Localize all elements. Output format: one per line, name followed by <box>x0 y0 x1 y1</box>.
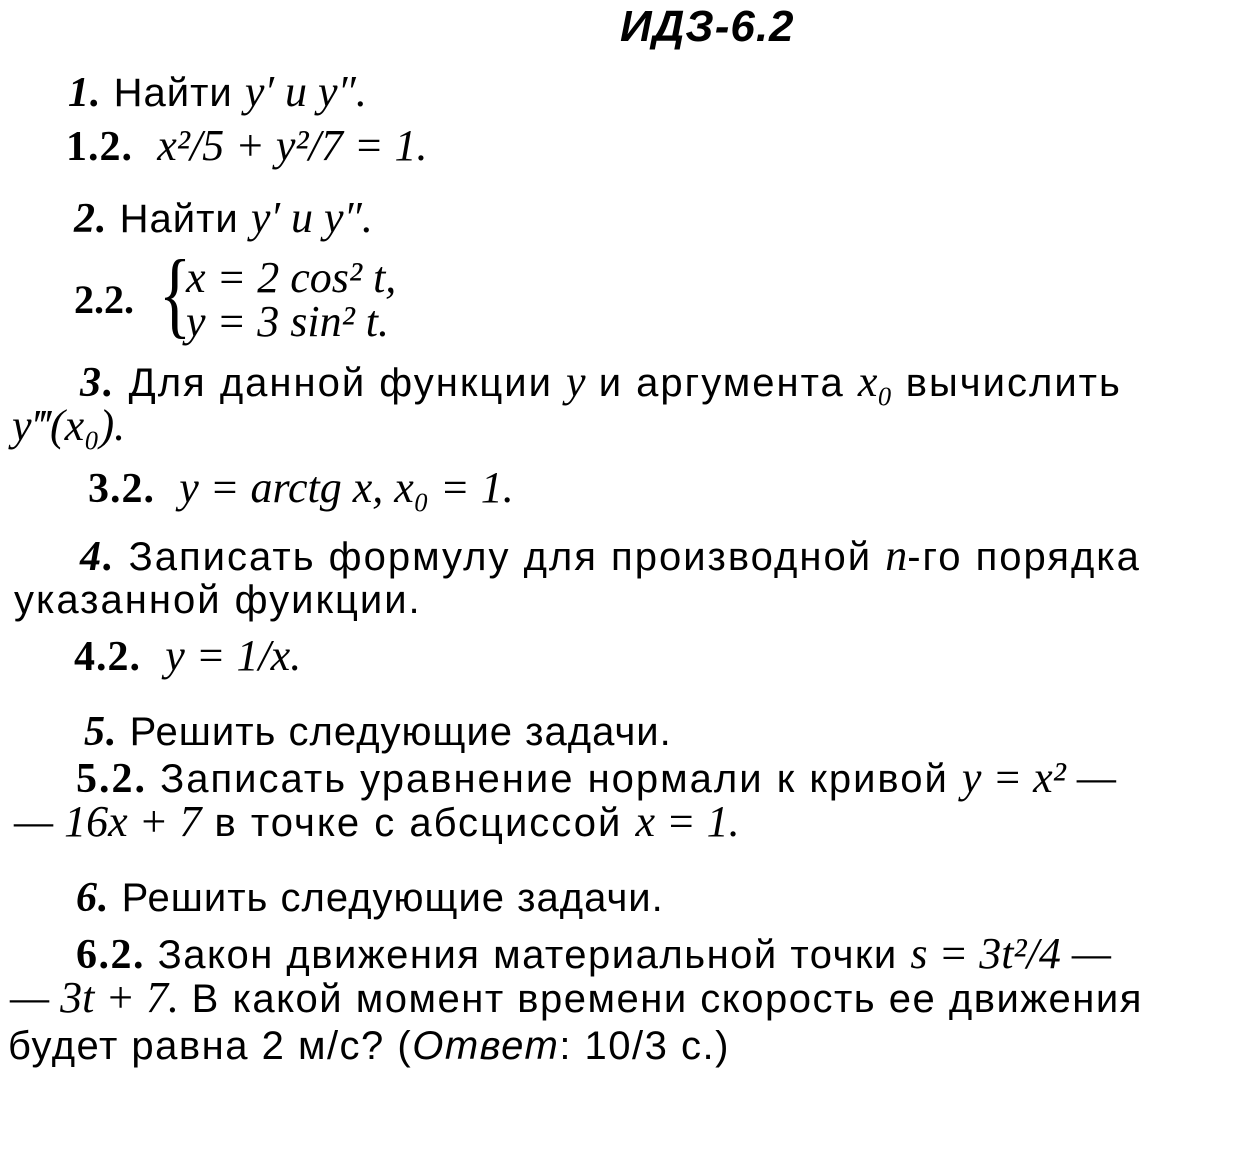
problem-3-2-number: 3.2. <box>88 466 155 512</box>
problem-3-2-math: y = arctg x, x₀ = 1. <box>179 463 514 512</box>
answer-label: Ответ <box>412 1024 560 1068</box>
problem-4-number: 4. <box>80 534 116 580</box>
problem-6-2-continuation <box>10 973 1143 1022</box>
problem-2-2-number: 2.2. <box>74 277 134 322</box>
problem-6-2-cont-text: В какой момент времени скорость ее движения <box>179 977 1143 1021</box>
problem-2-heading <box>74 193 373 242</box>
problem-3-text-3: вычислить <box>892 361 1122 405</box>
problem-6-text: Решить следующие задачи. <box>109 876 664 920</box>
problem-6-number: 6. <box>76 875 110 921</box>
problem-4-continuation <box>14 578 422 622</box>
problem-6-2 <box>76 929 1111 978</box>
problem-1-math: y′ и y″. <box>244 67 367 116</box>
problem-4-text-2: -го порядка <box>907 535 1141 579</box>
problem-5-2-text: Записать уравнение нормали к кривой <box>147 757 962 801</box>
left-brace-icon: { <box>158 240 192 347</box>
problem-1-heading <box>68 67 367 116</box>
problem-3-text: Для данной функции <box>115 361 567 405</box>
problem-1-2-math: x²/5 + y²/7 = 1. <box>157 121 428 170</box>
problem-4-cont-text: указанной фуикции. <box>14 578 422 622</box>
problem-4-2-number: 4.2. <box>74 634 141 680</box>
problem-5-heading <box>84 710 672 754</box>
problem-5-number: 5. <box>84 709 118 755</box>
problem-4-text: Записать формулу для производной <box>115 535 886 579</box>
problem-3-derivative: y‴(x₀). <box>12 401 126 450</box>
problem-6-2-text: Закон движения материальной точки <box>145 933 911 977</box>
problem-4-2 <box>74 631 302 680</box>
system-line-1: x = 2 cos² t, <box>186 253 397 302</box>
problem-6-heading <box>76 876 664 920</box>
problem-6-2-cont-math: — 3t + 7. <box>10 973 180 1022</box>
problem-5-2-cont-math-2: x = 1. <box>635 797 740 846</box>
answer-value: : 10/3 с.) <box>559 1024 730 1068</box>
problem-5-2-number: 5.2. <box>76 756 147 802</box>
problem-6-2-number: 6.2. <box>76 932 145 978</box>
problem-5-2-cont-text: в точке с абсциссой <box>201 801 636 845</box>
problem-3-x0: x₀ <box>857 357 893 406</box>
problem-1-2 <box>66 121 428 170</box>
problem-2-text: Найти <box>107 197 251 241</box>
problem-5-2 <box>76 753 1116 802</box>
problem-1-2-number: 1.2. <box>66 124 133 170</box>
problem-3-heading <box>80 357 1122 406</box>
problem-3-number: 3. <box>80 360 116 406</box>
problem-1-number: 1. <box>68 70 102 116</box>
problem-4-n: n <box>885 531 908 580</box>
problem-1-text: Найти <box>101 71 245 115</box>
problem-5-2-continuation <box>14 797 740 846</box>
problem-3-2 <box>88 463 514 512</box>
problem-5-2-cont-math: — 16x + 7 <box>14 797 202 846</box>
problem-4-2-math: y = 1/x. <box>165 631 302 680</box>
problem-6-2-continuation-2 <box>8 1024 730 1068</box>
problem-2-number: 2. <box>74 196 108 242</box>
problem-5-2-math: y = x² — <box>961 753 1116 802</box>
problem-4-heading <box>80 531 1141 580</box>
page-title: ИДЗ-6.2 <box>620 2 795 51</box>
problem-6-2-math: s = 3t²/4 — <box>910 929 1111 978</box>
system-line-2: y = 3 sin² t. <box>186 297 389 346</box>
problem-3-y: y <box>566 357 586 406</box>
problem-3-text-2: и аргумента <box>585 361 858 405</box>
problem-6-2-cont2-text: будет равна 2 м/с? ( <box>8 1024 413 1068</box>
problem-3-continuation <box>12 401 126 450</box>
problem-2-math: y′ и y″. <box>250 193 373 242</box>
problem-5-text: Решить следующие задачи. <box>117 710 672 754</box>
